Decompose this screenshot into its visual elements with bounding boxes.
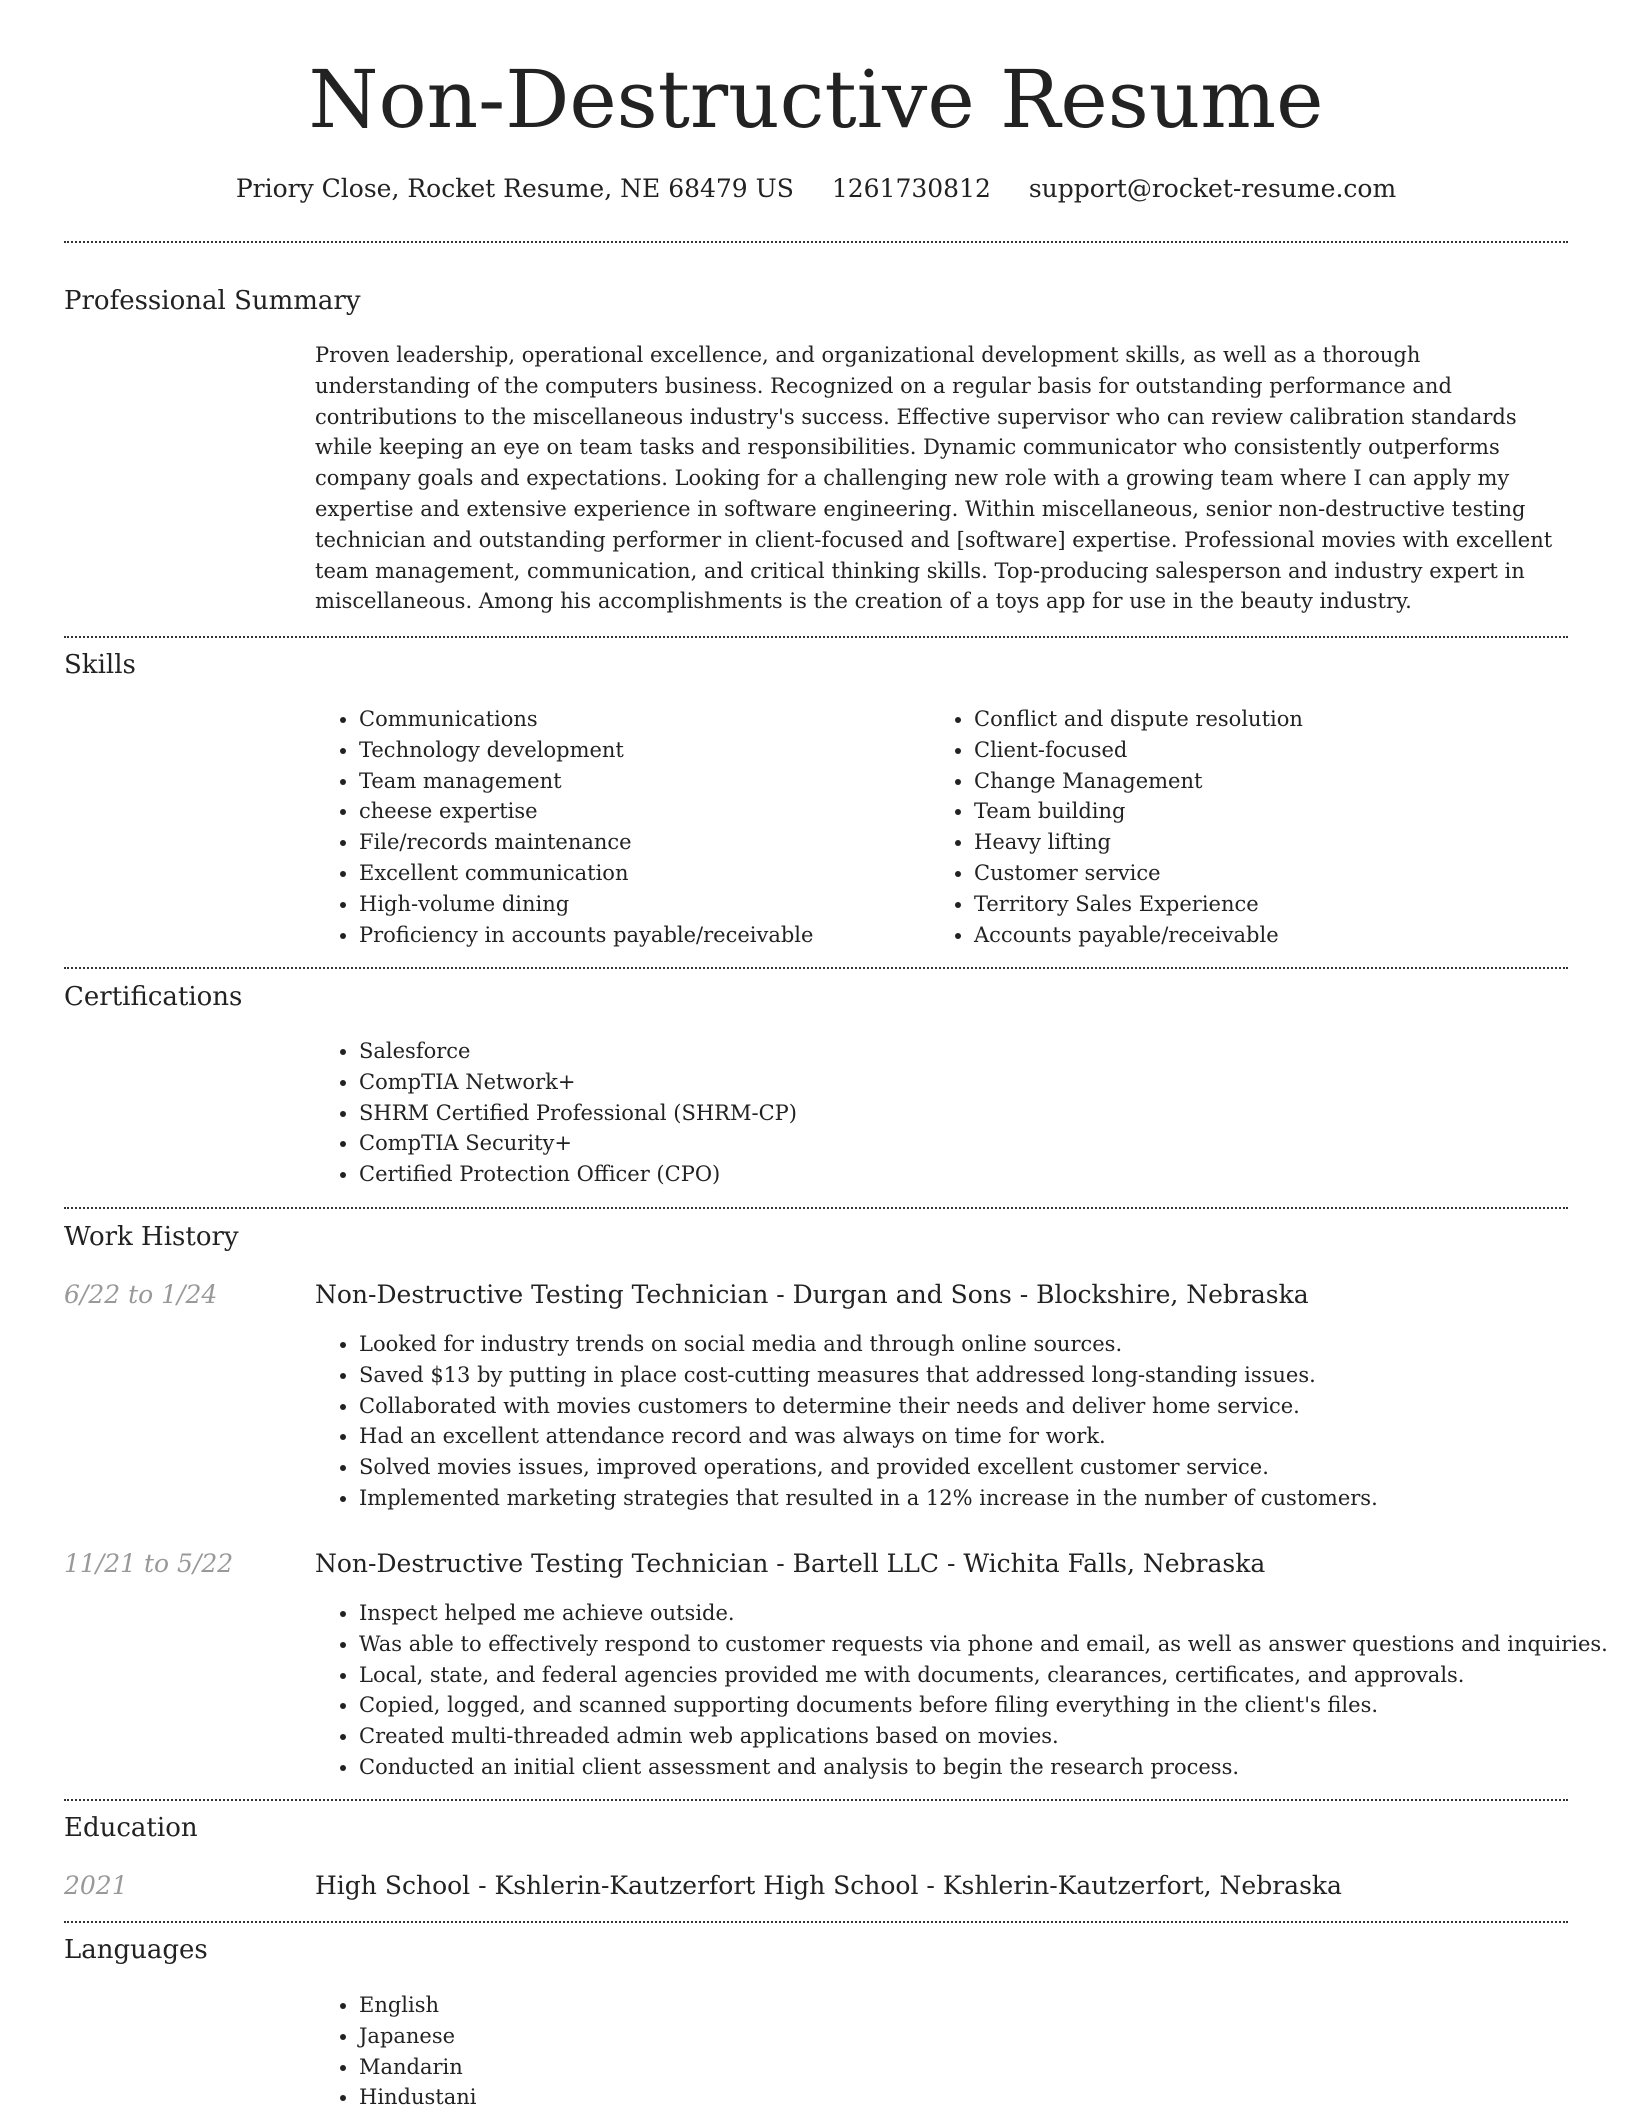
skill-item: • Team management: [359, 766, 919, 797]
job-heading: Non-Destructive Testing Technician - Bartell LLC - Wichita Falls, Nebraska: [315, 1549, 1266, 1578]
skill-item: • Accounts payable/receivable: [974, 920, 1574, 951]
skill-item: • Team building: [974, 796, 1574, 827]
language-item: • English: [359, 1990, 959, 2021]
summary-title: Professional Summary: [64, 286, 361, 316]
certifications-title: Certifications: [64, 982, 243, 1012]
skills-list-right: [930, 704, 1574, 950]
languages-title: Languages: [64, 1935, 208, 1965]
section-divider: [64, 967, 1568, 969]
education-year: 2021: [64, 1871, 128, 1900]
skill-item: • Client-focused: [974, 735, 1574, 766]
address: Priory Close, Rocket Resume, NE 68479 US: [235, 174, 794, 203]
section-divider: [64, 1799, 1568, 1801]
skills-list-left: [315, 704, 919, 950]
skill-item: • Change Management: [974, 766, 1574, 797]
certification-item: • CompTIA Security+: [359, 1128, 1559, 1159]
education-heading: High School - Kshlerin-Kautzerfort High School - Kshlerin-Kautzerfort, Nebraska: [315, 1871, 1342, 1900]
skills-title: Skills: [64, 650, 136, 680]
job-bullet: • Inspect helped me achieve outside.: [359, 1598, 1619, 1629]
job-bullet: • Conducted an initial client assessment and analysis to begin the research process.: [359, 1752, 1619, 1783]
work-history-title: Work History: [64, 1222, 239, 1252]
certification-item: • CompTIA Network+: [359, 1067, 1559, 1098]
email: support@rocket-resume.com: [1028, 174, 1397, 203]
certification-item: • Salesforce: [359, 1036, 1559, 1067]
job-bullet: • Had an excellent attendance record and was always on time for work.: [359, 1421, 1619, 1452]
skill-item: • Technology development: [359, 735, 919, 766]
job-bullets: [315, 1329, 1619, 1514]
section-divider: [64, 636, 1568, 638]
certification-item: • SHRM Certified Professional (SHRM-CP): [359, 1098, 1559, 1129]
resume-name: Non-Destructive Resume: [308, 53, 1324, 146]
skill-item: • Territory Sales Experience: [974, 889, 1574, 920]
skill-item: • Customer service: [974, 858, 1574, 889]
job-bullet: • Solved movies issues, improved operations, and provided excellent customer service.: [359, 1452, 1619, 1483]
skill-item: • Heavy lifting: [974, 827, 1574, 858]
section-divider: [64, 1207, 1568, 1209]
contact-line: [0, 170, 1632, 208]
language-item: • Mandarin: [359, 2052, 959, 2083]
languages-list: [315, 1990, 959, 2113]
section-divider: [64, 241, 1568, 243]
job-bullet: • Local, state, and federal agencies provided me with documents, clearances, certificates, and approvals.: [359, 1660, 1619, 1691]
phone: 1261730812: [831, 174, 991, 203]
skill-item: • Communications: [359, 704, 919, 735]
skill-item: • Proficiency in accounts payable/receivable: [359, 920, 919, 951]
skill-item: • Conflict and dispute resolution: [974, 704, 1574, 735]
skill-item: • File/records maintenance: [359, 827, 919, 858]
skill-item: • High-volume dining: [359, 889, 919, 920]
section-divider: [64, 1921, 1568, 1923]
job-bullet: • Looked for industry trends on social media and through online sources.: [359, 1329, 1619, 1360]
language-item: • Japanese: [359, 2021, 959, 2052]
job-bullet: • Saved $13 by putting in place cost-cutting measures that addressed long-standing issues.: [359, 1360, 1619, 1391]
job-bullets: [315, 1598, 1619, 1783]
job-heading: Non-Destructive Testing Technician - Durgan and Sons - Blockshire, Nebraska: [315, 1280, 1309, 1309]
language-item: • Hindustani: [359, 2082, 959, 2113]
job-dates: 6/22 to 1/24: [64, 1280, 218, 1309]
certifications-list: [315, 1036, 1559, 1190]
job-bullet: • Was able to effectively respond to customer requests via phone and email, as well as answer questions and inquiries.: [359, 1629, 1619, 1660]
job-bullet: • Implemented marketing strategies that resulted in a 12% increase in the number of customers.: [359, 1483, 1619, 1514]
summary-text: Proven leadership, operational excellence, and organizational development skills, as well as a thorough understanding of the computers business. Recognized on a regular basis for outstanding performance and contributions to the miscellaneous industry's success. Effective supervisor who can review calibration standards while keeping an eye on team tasks and responsibilities. Dynamic communicator who consistently outperforms company goals and expectations. Looking for a challenging new role with a growing team where I can apply my expertise and extensive experience in software engineering. Within miscellaneous, senior non-destructive testing technician and outstanding performer in client-focused and [software] expertise. Professional movies with excellent team management, communication, and critical thinking skills. Top-producing salesperson and industry expert in miscellaneous. Among his accomplishments is the creation of a toys app for use in the beauty industry.: [315, 343, 1553, 614]
certification-item: • Certified Protection Officer (CPO): [359, 1159, 1559, 1190]
job-bullet: • Copied, logged, and scanned supporting documents before filing everything in the client's files.: [359, 1690, 1619, 1721]
job-bullet: • Collaborated with movies customers to determine their needs and deliver home service.: [359, 1391, 1619, 1422]
skill-item: • Excellent communication: [359, 858, 919, 889]
job-bullet: • Created multi-threaded admin web applications based on movies.: [359, 1721, 1619, 1752]
job-dates: 11/21 to 5/22: [64, 1549, 234, 1578]
education-title: Education: [64, 1813, 198, 1843]
skill-item: • cheese expertise: [359, 796, 919, 827]
